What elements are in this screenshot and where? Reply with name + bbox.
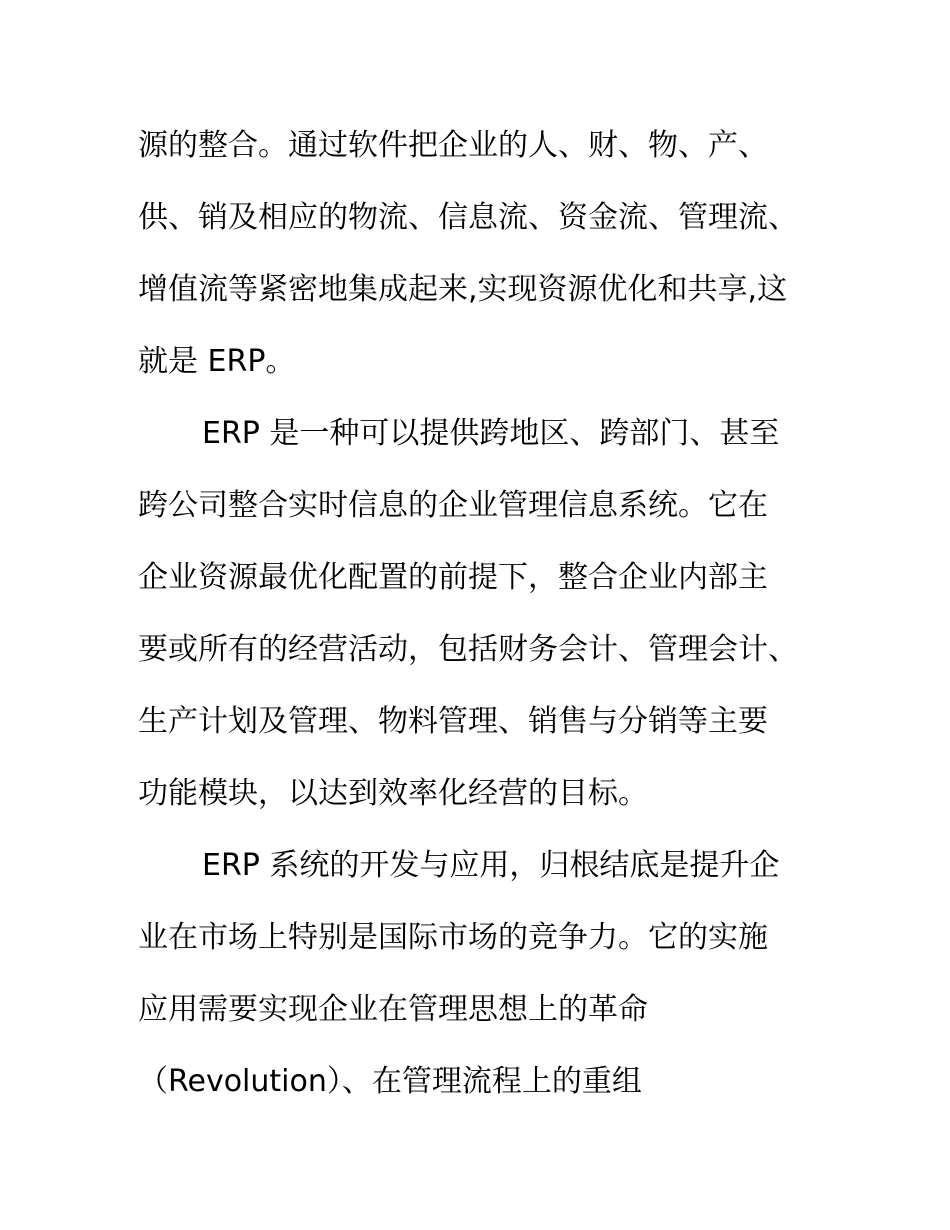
text-line: 就是 ERP。	[138, 344, 296, 379]
text-line: 跨公司整合实时信息的企业管理信息系统。它在	[138, 488, 768, 523]
text-line: （Revolution）、在管理流程上的重组	[138, 1064, 642, 1099]
paragraph-start-line: ERP 系统的开发与应用，归根结底是提升企	[202, 848, 780, 883]
text-line: 增值流等紧密地集成起来,实现资源优化和共享,这	[138, 272, 788, 307]
paragraph-start-line: ERP 是一种可以提供跨地区、跨部门、甚至	[202, 416, 780, 451]
text-line: 供、销及相应的物流、信息流、资金流、管理流、	[138, 200, 798, 235]
text-line: 业在市场上特别是国际市场的竞争力。它的实施	[138, 920, 768, 955]
text-line: 应用需要实现企业在管理思想上的革命	[138, 992, 648, 1027]
text-line: 源的整合。通过软件把企业的人、财、物、产、	[138, 128, 768, 163]
text-line: 生产计划及管理、物料管理、销售与分销等主要	[138, 704, 768, 739]
text-line: 要或所有的经营活动，包括财务会计、管理会计、	[138, 632, 798, 667]
text-line: 功能模块，以达到效率化经营的目标。	[138, 776, 648, 811]
text-line: 企业资源最优化配置的前提下，整合企业内部主	[138, 560, 768, 595]
